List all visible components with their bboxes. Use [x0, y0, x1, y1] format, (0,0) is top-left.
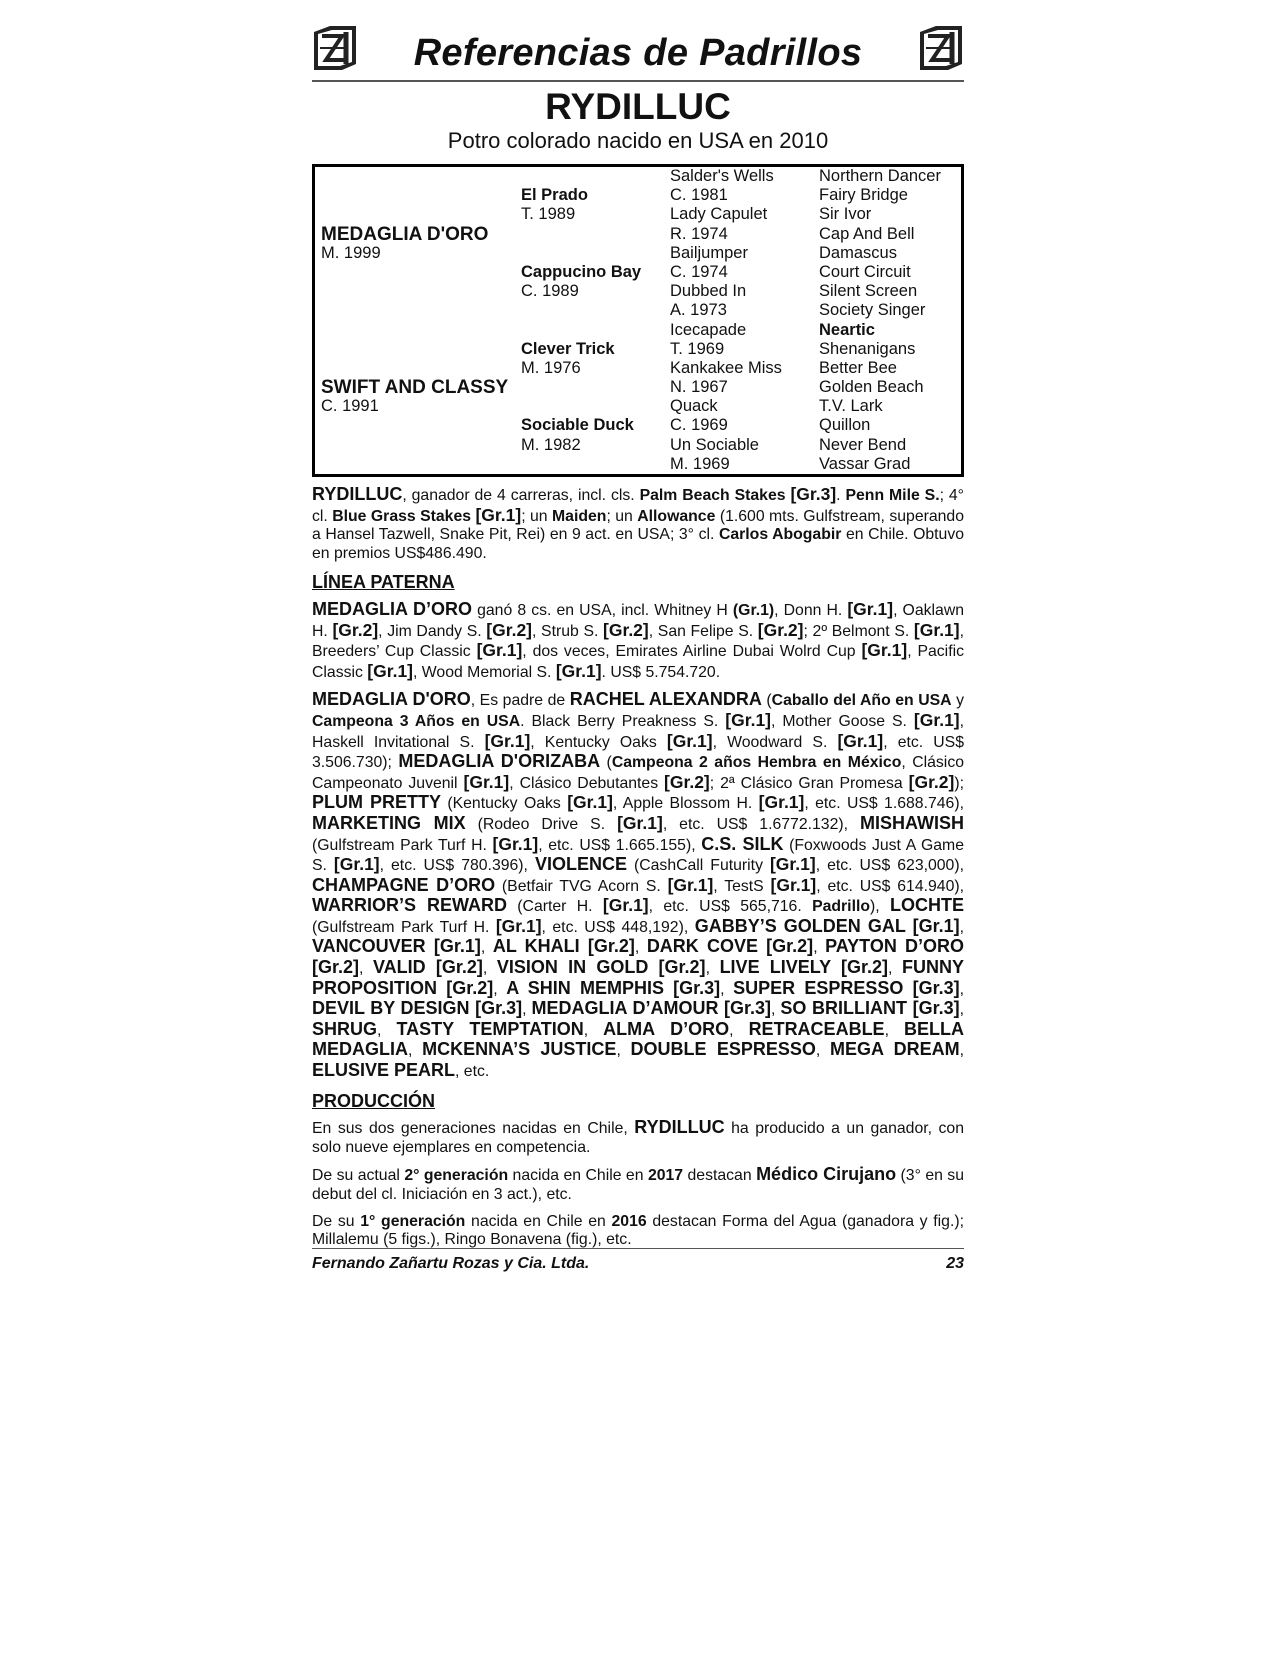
pedigree-cell: Fairy Bridge	[819, 186, 908, 205]
paternal-paragraph-2: MEDAGLIA D'ORO, Es padre de RACHEL ALEXANDRA (Caballo del Año en USA y Campeona 3 Años en USA. Black Berry Preakness S. [Gr.1], Mother Goose S. [Gr.1], Haskell Invitational S. [Gr.1], Kentucky Oaks [Gr.1], Woodward S. [Gr.1], etc. US$ 3.506.730); MEDAGLIA D'ORIZABA (Campeona 2 años Hembra en México, Clásico Campeonato Juvenil [Gr.1], Clásico Debutantes [Gr.2]; 2ª Clásico Gran Promesa [Gr.2]); PLUM PRETTY (Kentucky Oaks [Gr.1], Apple Blossom H. [Gr.1], etc. US$ 1.688.746), MARKETING MIX (Rodeo Drive S. [Gr.1], etc. US$ 1.6772.132), MISHAWISH (Gulfstream Park Turf H. [Gr.1], etc. US$ 1.665.155), C.S. SILK (Foxwoods Just A Game S. [Gr.1], etc. US$ 780.396), VIOLENCE (CashCall Futurity [Gr.1], etc. US$ 623,000), CHAMPAGNE D’ORO (Betfair TVG Acorn S. [Gr.1], TestS [Gr.1], etc. US$ 614.940), WARRIOR’S REWARD (Carter H. [Gr.1], etc. US$ 565,716. Padrillo), LOCHTE (Gulfstream Park Turf H. [Gr.1], etc. US$ 448,192), GABBY’S GOLDEN GAL [Gr.1], VANCOUVER [Gr.1], AL KHALI [Gr.2], DARK COVE [Gr.2], PAYTON D’ORO [Gr.2], VALID [Gr.2], VISION IN GOLD [Gr.2], LIVE LIVELY [Gr.2], FUNNY PROPOSITION [Gr.2], A SHIN MEMPHIS [Gr.3], SUPER ESPRESSO [Gr.3], DEVIL BY DESIGN [Gr.3], MEDAGLIA D’AMOUR [Gr.3], SO BRILLIANT [Gr.3], SHRUG, TASTY TEMPTATION, ALMA D’ORO, RETRACEABLE, BELLA MEDAGLIA, MCKENNA’S JUSTICE, DOUBLE ESPRESSO, MEGA DREAM, ELUSIVE PEARL, etc.	[312, 689, 965, 1081]
pedigree-cell	[515, 225, 664, 244]
pedigree-cell: M. 1982	[521, 435, 581, 454]
pedigree-cell	[314, 263, 516, 282]
pedigree-row	[314, 166, 963, 187]
pedigree-cell: Cappucino Bay	[521, 262, 642, 281]
pedigree-cell: T. 1989	[521, 205, 576, 224]
pedigree-row	[314, 225, 963, 244]
pedigree-cell: T. 1969	[670, 339, 725, 358]
pedigree-cell: Sir Ivor	[819, 205, 872, 224]
zr-monogram-logo-icon	[918, 24, 964, 72]
section-heading-production: PRODUCCIÓN	[312, 1090, 436, 1111]
pedigree-cell: C. 1969	[670, 416, 728, 435]
pedigree-cell: Northern Dancer	[819, 167, 941, 185]
pedigree-row	[314, 244, 963, 263]
pedigree-cell: Icecapade	[670, 320, 747, 339]
body-text	[312, 485, 964, 1250]
pedigree-cell	[314, 359, 516, 378]
pedigree-cell: Clever Trick	[521, 339, 615, 358]
header-rule	[312, 80, 964, 82]
pedigree-cell: A. 1973	[670, 301, 727, 320]
pedigree-row	[314, 205, 963, 224]
pedigree-cell	[314, 321, 516, 340]
pedigree-cell: M. 1999	[321, 243, 381, 262]
pedigree-cell: Dubbed In	[670, 282, 747, 301]
section-heading-paternal: LÍNEA PATERNA	[312, 572, 455, 593]
pedigree-cell: C. 1991	[321, 397, 379, 416]
pedigree-cell: C. 1974	[670, 262, 728, 281]
page-footer	[312, 1248, 964, 1273]
pedigree-cell: Quack	[670, 397, 718, 416]
pedigree-cell	[314, 416, 516, 435]
pedigree-cell: Salder's Wells	[670, 167, 774, 185]
pedigree-cell: Better Bee	[819, 358, 897, 377]
pedigree-cell	[314, 166, 516, 187]
pedigree-cell: Never Bend	[819, 435, 907, 454]
pedigree-row	[314, 301, 963, 320]
pedigree-cell: Damascus	[819, 243, 897, 262]
pedigree-row	[314, 321, 963, 340]
page-header	[312, 22, 964, 80]
pedigree-cell	[314, 301, 516, 320]
pedigree-cell: T.V. Lark	[819, 397, 883, 416]
pedigree-row	[314, 455, 963, 476]
pedigree-cell: Kankakee Miss	[670, 358, 782, 377]
footer-rule	[312, 1248, 964, 1249]
page-number: 23	[946, 1255, 964, 1272]
pedigree-cell: R. 1974	[670, 224, 728, 243]
pedigree-row	[314, 186, 963, 205]
pedigree-cell	[515, 455, 664, 476]
pedigree-cell	[515, 321, 664, 340]
pedigree-cell	[314, 282, 516, 301]
pedigree-cell: M. 1976	[521, 358, 581, 377]
pedigree-cell: C. 1981	[670, 186, 728, 205]
pedigree-cell: M. 1969	[670, 454, 730, 473]
pedigree-cell: C. 1989	[521, 282, 579, 301]
pedigree-row	[314, 282, 963, 301]
pedigree-row	[314, 416, 963, 435]
summary-paragraph: RYDILLUC, ganador de 4 carreras, incl. cls. Palm Beach Stakes [Gr.3]. Penn Mile S.; 4° cl. Blue Grass Stakes [Gr.1]; un Maiden; un Allowance (1.600 mts. Gulfstream, superando a Hansel Tazwell, Snake Pit, Rei) en 9 act. en USA; 3° cl. Carlos Abogabir en Chile. Obtuvo en premios US$486.490.	[312, 484, 965, 562]
footer-company: Fernando Zañartu Rozas y Cia. Ltda.	[312, 1255, 590, 1272]
pedigree-cell: Lady Capulet	[670, 205, 768, 224]
pedigree-cell	[314, 436, 516, 455]
pedigree-row	[314, 378, 963, 397]
pedigree-cell: Sociable Duck	[521, 416, 634, 435]
pedigree-row	[314, 263, 963, 282]
pedigree-cell: Bailjumper	[670, 243, 748, 262]
pedigree-row	[314, 359, 963, 378]
pedigree-cell	[314, 455, 516, 476]
pedigree-cell	[314, 186, 516, 205]
pedigree-cell: Quillon	[819, 416, 871, 435]
pedigree-cell: N. 1967	[670, 378, 728, 397]
pedigree-table	[312, 164, 964, 477]
pedigree-cell	[515, 397, 664, 416]
pedigree-cell: SWIFT AND CLASSY	[321, 377, 509, 399]
production-paragraph-3: De su 1° generación nacida en Chile en 2016 destacan Forma del Agua (ganadora y fig.); Millalemu (5 figs.), Ringo Bonavena (fig.), etc.	[312, 1212, 964, 1249]
production-paragraph-2: De su actual 2° generación nacida en Chile en 2017 destacan Médico Cirujano (3° en su debut del cl. Iniciación en 3 act.), etc.	[312, 1164, 964, 1203]
pedigree-cell: Silent Screen	[819, 282, 918, 301]
pedigree-cell	[515, 301, 664, 320]
pedigree-row	[314, 436, 963, 455]
paternal-paragraph-1: MEDAGLIA D’ORO ganó 8 cs. en USA, incl. Whitney H (Gr.1), Donn H. [Gr.1], Oaklawn H. [Gr.2], Jim Dandy S. [Gr.2], Strub S. [Gr.2], San Felipe S. [Gr.2]; 2º Belmont S. [Gr.1], Breeders’ Cup Classic [Gr.1], dos veces, Emirates Airline Dubai Wolrd Cup [Gr.1], Pacific Classic [Gr.1], Wood Memorial S. [Gr.1]. US$ 5.754.720.	[312, 598, 965, 681]
pedigree-row	[314, 340, 963, 359]
horse-description: Potro colorado nacido en USA en 2010	[447, 128, 829, 153]
page	[312, 22, 964, 1258]
pedigree-cell	[515, 166, 664, 187]
pedigree-cell: Cap And Bell	[819, 224, 915, 243]
pedigree-cell	[515, 244, 664, 263]
production-paragraph-1: En sus dos generaciones nacidas en Chile, RYDILLUC ha producido a un ganador, con solo nueve ejemplares en competencia.	[312, 1117, 964, 1156]
pedigree-cell	[314, 340, 516, 359]
pedigree-cell: Golden Beach	[819, 378, 924, 397]
pedigree-cell: Vassar Grad	[819, 454, 911, 473]
horse-name: RYDILLUC	[545, 86, 731, 127]
pedigree-row	[314, 397, 963, 416]
pedigree-cell: Society Singer	[819, 301, 926, 320]
pedigree-cell: Neartic	[819, 320, 875, 339]
pedigree-cell: El Prado	[521, 186, 588, 205]
pedigree-cell	[314, 205, 516, 224]
pedigree-cell: Shenanigans	[819, 339, 916, 358]
pedigree-cell: MEDAGLIA D'ORO	[321, 223, 489, 245]
pedigree-cell	[515, 378, 664, 397]
pedigree-cell: Court Circuit	[819, 262, 911, 281]
pedigree-cell: Un Sociable	[670, 435, 759, 454]
page-title: Referencias de Padrillos	[413, 32, 863, 74]
